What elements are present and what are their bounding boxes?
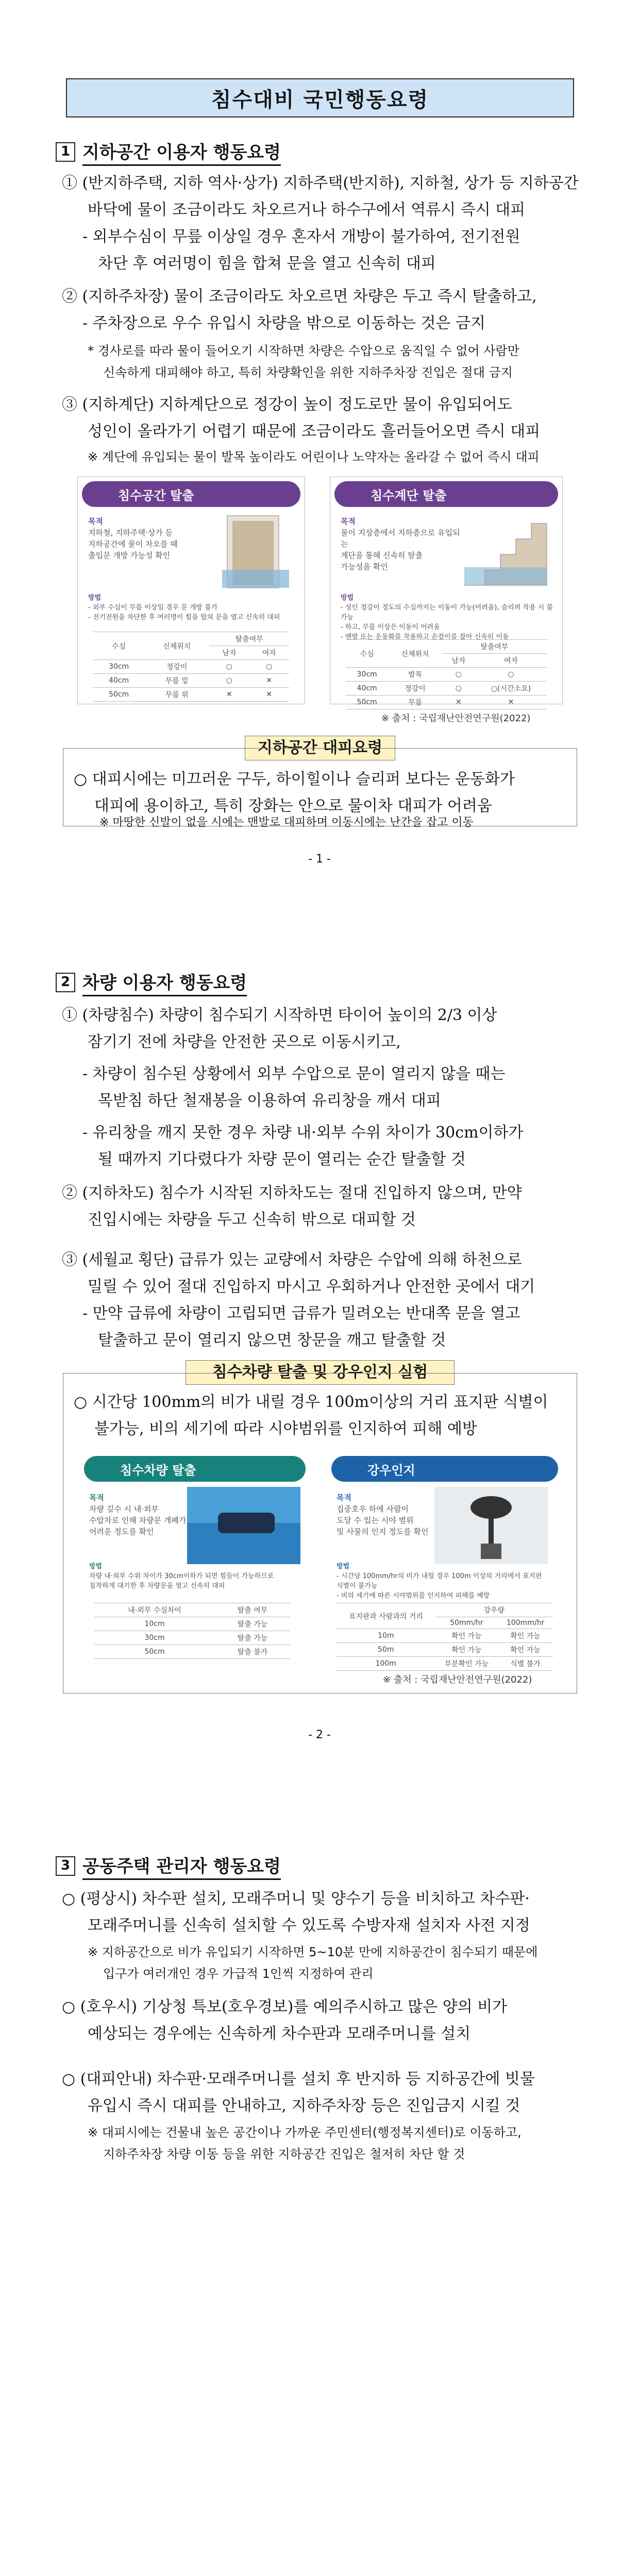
s1-item2-note-line: 신속하게 대피해야 하고, 특히 차량확인을 위한 지하주차장 진입은 절대 금지 bbox=[103, 365, 513, 380]
s1-item2-line: - 주차장으로 우수 유입시 차량을 밖으로 이동하는 것은 금지 bbox=[82, 314, 485, 332]
method-line: 침착하게 대기한 후 차량문을 열고 신속히 대피 bbox=[89, 1582, 225, 1590]
method-label: 방법 bbox=[341, 594, 354, 602]
s1-item3 bbox=[62, 392, 587, 445]
s3-item2-line: 예상되는 경우에는 신속하게 차수판과 모래주머니를 설치 bbox=[88, 2025, 471, 2043]
card-method bbox=[88, 593, 299, 622]
s3-item1 bbox=[62, 1886, 587, 1939]
s2-item1-line: 잠기기 전에 차량을 안전한 곳으로 이동시키고, bbox=[88, 1033, 401, 1051]
s3-item1-line: ○ (평상시) 차수판 설치, 모래주머니 및 양수기 등을 비치하고 차수판· bbox=[62, 1890, 530, 1908]
purpose-line: 및 사물의 인지 정도를 확인 bbox=[337, 1527, 429, 1536]
s2-item2-line: ② (지하차도) 침수가 시작된 지하차도는 절대 진입하지 않으며, 만약 bbox=[62, 1184, 522, 1202]
purpose-label: 목적 bbox=[89, 1493, 104, 1502]
section-1-heading bbox=[56, 138, 281, 166]
card-method bbox=[337, 1562, 558, 1601]
section-1-title: 지하공간 이용자 행동요령 bbox=[82, 138, 281, 166]
method-line: - 시간당 100mm/hr의 비가 내릴 경우 100m 이상의 거리에서 표지판 bbox=[337, 1572, 542, 1580]
s2-item3-line: ③ (세월교 횡단) 급류가 있는 교량에서 차량은 수압에 의해 하천으로 bbox=[62, 1251, 522, 1269]
door-illustration bbox=[212, 513, 294, 590]
card-flooded-stairs-escape bbox=[330, 477, 563, 707]
purpose-line: 지하철, 지하주택·상가 등 bbox=[88, 528, 173, 537]
purpose-line: 집중호우 하에 사람이 bbox=[337, 1504, 409, 1514]
section-3-number: 3 bbox=[56, 1856, 75, 1876]
method-label: 방법 bbox=[88, 594, 102, 602]
s3-item3-note-line: 지하주차장 차량 이동 등을 위한 지하공간 진입은 철저히 차단 할 것 bbox=[103, 2147, 465, 2161]
card-method bbox=[341, 593, 557, 642]
s2-item1-line: - 유리창을 깨지 못한 경우 차량 내·외부 수위 차이가 30cm이하가 bbox=[82, 1124, 524, 1142]
table-row: 10m 확인 가능 확인 가능 bbox=[337, 1629, 553, 1643]
purpose-line: 가능성을 확인 bbox=[341, 562, 388, 571]
card-header bbox=[82, 481, 300, 507]
section-1-number: 1 bbox=[56, 142, 75, 162]
box-line: ○ 시간당 100mm의 비가 내릴 경우 100m이상의 거리 표지판 식별이 bbox=[74, 1393, 548, 1411]
table-row: 30cm 발목 ○ ○ bbox=[346, 668, 547, 682]
section-2-heading bbox=[56, 969, 247, 996]
method-label: 방법 bbox=[89, 1563, 103, 1570]
source-note: ※ 출처 : 국립재난안전연구원(2022) bbox=[383, 1674, 532, 1685]
purpose-line: 지하공간에 물이 차오를 때 bbox=[88, 539, 178, 549]
card-table: 표지판과 사람과의 거리 강우량 50mm/hr 100mm/hr 10m 확인 가능 확인 가능 50m 확인 가능 확인 가능 100m 부분확인 가능 식별 불가 bbox=[337, 1603, 553, 1671]
card-header bbox=[84, 1456, 306, 1482]
s3-item3-line: ○ (대피안내) 차수판·모래주머니를 설치 후 반지하 등 지하공간에 빗물 bbox=[62, 2070, 535, 2088]
purpose-line: 출입문 개방 가능성 확인 bbox=[88, 551, 171, 560]
page-number: - 1 - bbox=[308, 853, 331, 866]
purpose-line: 차량 깊수 시 내·외부 bbox=[89, 1504, 159, 1514]
card-rain-perception bbox=[331, 1456, 558, 1668]
section-3-title: 공동주택 관리자 행동요령 bbox=[82, 1852, 281, 1880]
s1-item1-line: ① (반지하주택, 지하 역사·상가) 지하주택(반지하), 지하철, 상가 등 지하공간 bbox=[62, 174, 579, 192]
s3-item3-line: 유입시 즉시 대피를 안내하고, 지하주차장 등은 진입금지 시킬 것 bbox=[88, 2097, 520, 2115]
stairs-illustration bbox=[459, 513, 552, 590]
s2-item3-line: 탈출하고 문이 열리지 않으면 창문을 깨고 탈출할 것 bbox=[98, 1331, 446, 1349]
card-table: 수심 신체위치 탈출여부 남자 여자 30cm 정강이 ○ ○ 40cm 무릎 밑 ○ ✕ 50cm 무릎 위 ✕ ✕ bbox=[93, 632, 289, 702]
s3-item3-note-line: ※ 대피시에는 건물내 높은 공간이나 가까운 주민센터(행정복지센터)로 이동하고, bbox=[88, 2125, 522, 2140]
rain-illustration bbox=[434, 1487, 548, 1564]
s3-item2-line: ○ (호우시) 기상청 특보(호우경보)를 예의주시하고 많은 양의 비가 bbox=[62, 1998, 508, 2016]
card-header-label: 침수공간 탈출 bbox=[118, 488, 194, 503]
method-line: - 맨발 또는 운동화를 착용하고 손잡이를 잡아 신속히 이동 bbox=[341, 633, 509, 641]
s1-item1-line: - 외부수심이 무릎 이상일 경우 혼자서 개방이 불가하여, 전기전원 bbox=[82, 228, 520, 246]
s3-item3-note bbox=[88, 2122, 593, 2165]
s2-item1-line: 목받침 하단 철재봉을 이용하여 유리창을 깨서 대피 bbox=[98, 1092, 441, 1110]
s1-item2-line: ② (지하주차장) 물이 조금이라도 차오르면 차량은 두고 즉시 탈출하고, bbox=[62, 287, 537, 306]
card-header bbox=[334, 481, 558, 507]
table-row: 50cm 탈출 불가 bbox=[94, 1645, 290, 1659]
card-flooded-space-escape bbox=[77, 477, 305, 704]
card-vehicle-escape bbox=[84, 1456, 306, 1662]
purpose-label: 목적 bbox=[337, 1493, 351, 1502]
method-line: 차량 내·외부 수위 차이가 30cm이하가 되면 힘들이 가능하므로 bbox=[89, 1572, 274, 1580]
s1-item2-note bbox=[88, 340, 593, 383]
table-row: 30cm 탈출 가능 bbox=[94, 1631, 290, 1645]
s2-item2 bbox=[62, 1180, 587, 1233]
section-3-heading bbox=[56, 1852, 281, 1880]
purpose-line: 물이 지상층에서 지하층으로 유입되는 bbox=[341, 528, 460, 549]
card-purpose bbox=[337, 1492, 434, 1537]
card-header bbox=[331, 1456, 558, 1482]
card-purpose bbox=[88, 516, 212, 561]
purpose-label: 목적 bbox=[88, 517, 103, 526]
box-line: 대피에 용이하고, 특히 장화는 안으로 물이차 대피가 어려움 bbox=[94, 797, 492, 815]
card-header-label: 침수계단 탈출 bbox=[371, 488, 447, 503]
purpose-line: 도달 수 있는 시야 범위 bbox=[337, 1516, 414, 1525]
s1-item2-note-line: * 경사로를 따라 물이 들어오기 시작하면 차량은 수압으로 움직일 수 없어 사람만 bbox=[88, 344, 519, 358]
table-row: 40cm 정강이 ○ ○(시간소요) bbox=[346, 682, 547, 696]
card-table: 내·외부 수심차이 탈출 여부 10cm 탈출 가능 30cm 탈출 가능 50cm 탈출 불가 bbox=[94, 1603, 290, 1659]
card-table: 수심 신체위치 탈출여부 남자 여자 30cm 발목 ○ ○ 40cm 정강이 ○ ○(시간소요) 50cm 무릎 ✕ ✕ bbox=[346, 639, 547, 709]
s3-item1-note-line: 입구가 여러개인 경우 가급적 1인씩 지정하여 관리 bbox=[103, 1967, 374, 1981]
card-header-label: 침수차량 탈출 bbox=[120, 1463, 196, 1478]
s3-item3 bbox=[62, 2066, 587, 2120]
box-title: 지하공간 대피요령 bbox=[245, 736, 395, 760]
s3-item2 bbox=[62, 1994, 587, 2047]
card-purpose bbox=[341, 516, 464, 572]
s1-item1-line: 바닥에 물이 조금이라도 차오르거나 하수구에서 역류시 즉시 대피 bbox=[88, 201, 526, 219]
flooded-car-illustration bbox=[187, 1487, 300, 1564]
table-row: 50cm 무릎 위 ✕ ✕ bbox=[93, 688, 289, 702]
s2-item3 bbox=[62, 1247, 587, 1354]
card-purpose bbox=[89, 1492, 187, 1537]
method-line: 식별이 불가능 bbox=[337, 1582, 378, 1590]
s2-item3-line: - 만약 급류에 차량이 고립되면 급류가 밀려오는 반대쪽 문을 열고 bbox=[82, 1304, 520, 1323]
method-line: - 비의 세기에 따른 시야범위를 인지하여 피해를 예방 bbox=[337, 1592, 490, 1600]
purpose-line: 수압차로 인해 차량문 개폐가 bbox=[89, 1516, 187, 1525]
page-number: - 2 - bbox=[308, 1728, 331, 1741]
purpose-line: 계단을 통해 신속히 탈출 bbox=[341, 551, 423, 560]
purpose-line: 어려운 정도를 확인 bbox=[89, 1527, 154, 1536]
method-line: - 전기전원을 차단한 후 여러명이 힘을 합쳐 문을 열고 신속히 대피 bbox=[88, 614, 280, 621]
card-method bbox=[89, 1562, 306, 1591]
vehicle-experiment-box bbox=[63, 1373, 577, 1693]
s1-item3-note: ※ 계단에 유입되는 물이 발목 높이라도 어린이나 노약자는 올라갈 수 없어 즉시 대피 bbox=[88, 450, 540, 464]
s2-item1-line: 될 때까지 기다렸다가 차량 문이 열리는 순간 탈출할 것 bbox=[98, 1150, 466, 1168]
method-line: - 하고, 무릎 이상은 이동이 어려움 bbox=[341, 623, 440, 631]
box-line: 불가능, 비의 세기에 따라 시야범위를 인지하여 피해 예방 bbox=[94, 1420, 477, 1438]
s1-item2 bbox=[62, 283, 587, 337]
s1-item1-line: 차단 후 여러명이 힘을 합쳐 문을 열고 신속히 대피 bbox=[98, 255, 436, 273]
source-note: ※ 출처 : 국립재난안전연구원(2022) bbox=[381, 713, 531, 724]
page-title: 침수대비 국민행동요령 bbox=[66, 78, 574, 117]
card-header-label: 강우인지 bbox=[367, 1463, 415, 1478]
method-label: 방법 bbox=[337, 1563, 350, 1570]
underground-evacuation-box bbox=[63, 748, 577, 829]
table-row: 100m 부분확인 가능 식별 불가 bbox=[337, 1657, 553, 1671]
purpose-label: 목적 bbox=[341, 517, 356, 526]
table-row: 50cm 무릎 ✕ ✕ bbox=[346, 696, 547, 709]
method-line: - 성인 정강이 정도의 수심까지는 이동이 가능(어려움), 슬리퍼 착용 시 불가능 bbox=[341, 604, 553, 621]
s2-item2-line: 진입시에는 차량을 두고 신속히 밖으로 대피할 것 bbox=[88, 1211, 416, 1229]
s1-item3-line: 성인이 올라가기 어렵기 때문에 조금이라도 흘러들어오면 즉시 대피 bbox=[88, 422, 541, 440]
table-row: 30cm 정강이 ○ ○ bbox=[93, 660, 289, 674]
box-title: 침수차량 탈출 및 강우인지 실험 bbox=[186, 1360, 455, 1385]
box-line: ○ 대피시에는 미끄러운 구두, 하이힐이나 슬리퍼 보다는 운동화가 bbox=[74, 770, 515, 788]
s3-item1-line: 모래주머니를 신속히 설치할 수 있도록 수방자재 설치자 사전 지정 bbox=[88, 1917, 530, 1935]
s1-item3-line: ③ (지하계단) 지하계단으로 정강이 높이 정도로만 물이 유입되어도 bbox=[62, 396, 512, 414]
s2-item1-line: ① (차량침수) 차량이 침수되기 시작하면 타이어 높이의 2/3 이상 bbox=[62, 1006, 497, 1024]
s2-item1-line: - 차량이 침수된 상황에서 외부 수압으로 문이 열리지 않을 때는 bbox=[82, 1065, 506, 1083]
section-2-number: 2 bbox=[56, 973, 75, 992]
method-line: - 외부 수심이 무릎 이상일 경우 문 개방 불가 bbox=[88, 604, 218, 612]
table-row: 40cm 무릎 밑 ○ ✕ bbox=[93, 674, 289, 688]
section-2-title: 차량 이용자 행동요령 bbox=[82, 969, 247, 996]
s3-item1-note-line: ※ 지하공간으로 비가 유입되기 시작하면 5~10분 만에 지하공간이 침수되기 때문에 bbox=[88, 1945, 538, 1959]
s3-item1-note bbox=[88, 1941, 593, 1985]
table-row: 50m 확인 가능 확인 가능 bbox=[337, 1643, 553, 1657]
s2-item3-line: 밀릴 수 있어 절대 진입하지 마시고 우회하거나 안전한 곳에서 대기 bbox=[88, 1278, 535, 1296]
s2-item1 bbox=[62, 1002, 587, 1173]
s1-item1 bbox=[62, 170, 587, 277]
table-row: 10cm 탈출 가능 bbox=[94, 1617, 290, 1631]
box-note: ※ 마땅한 신발이 없을 시에는 맨발로 대피하며 이동시에는 난간을 잡고 이동 bbox=[99, 816, 474, 829]
